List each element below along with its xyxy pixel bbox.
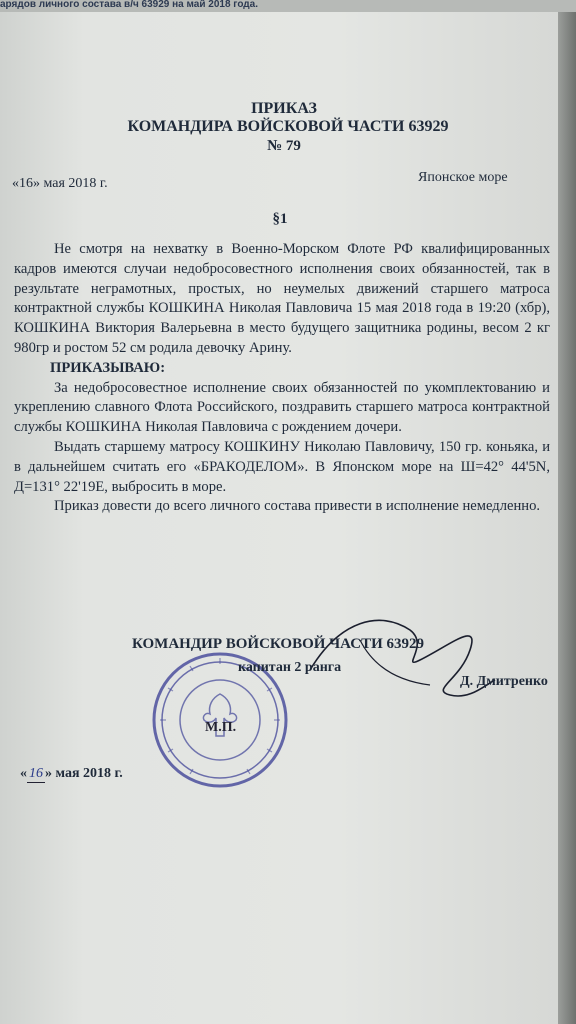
order-heading: ПРИКАЗ (251, 100, 317, 117)
order-date: «16» мая 2018 г. (12, 176, 108, 191)
signatory-title: КОМАНДИР ВОЙСКОВОЙ ЧАСТИ 63929 (132, 636, 425, 652)
handwritten-signature (300, 600, 500, 710)
stamp-label: М.П. (205, 720, 237, 735)
section-number: §1 (272, 211, 288, 227)
date-day-handwritten: 16 (29, 766, 43, 781)
paragraph-1: Не смотря на нехватку в Военно-Морском Флоте РФ квалифицированных кадров имеются случаи недобросовестного исполнения своих обязанностей, так в результате неграмотных, простых, но неумелых движений старшего матроса контрактной службы КОШКИНА Николая Павловича 15 мая 2018 года в 19:20 (хбр), КОШКИНА Виктория Валерьевна в место будущего защитника родины, весом 2 кг 980гр и ростом 52 см родила девочку Арину. (14, 241, 550, 356)
signatory-name: Д. Дмитренко (460, 674, 548, 689)
order-issuer: КОМАНДИРА ВОЙСКОВОЙ ЧАСТИ 63929 (127, 118, 449, 135)
date-rest: » мая 2018 г. (45, 766, 123, 781)
paragraph-2: За недобросовестное исполнение своих обязанностей по укомплектованию и укреплению славного Флота Российского, поздравить старшего матроса контрактной службы КОШКИНА Николая Павловича с рождением дочери. (14, 379, 550, 436)
top-sheet-fragment: арядов личного состава в/ч 63929 на май 2018 года. (0, 0, 576, 12)
date-open-quote: « (20, 766, 27, 781)
paragraph-3: Выдать старшему матросу КОШКИНУ Николаю Павловичу, 150 гр. коньяка, и в дальнейшем считать его «БРАКОДЕЛОМ». В Японском море на Ш=42° 44'5N, Д=131° 22'19E, выбросить в море. (14, 438, 550, 495)
order-number: № 79 (267, 138, 301, 154)
order-keyword: ПРИКАЗЫВАЮ: (50, 359, 166, 376)
paragraph-4: Приказ довести до всего личного состава привести в исполнение немедленно. (54, 498, 541, 515)
order-place: Японское море (418, 170, 508, 185)
signatory-rank: капитан 2 ранга (238, 660, 342, 675)
signature-date (20, 766, 123, 783)
order-body (14, 240, 550, 517)
